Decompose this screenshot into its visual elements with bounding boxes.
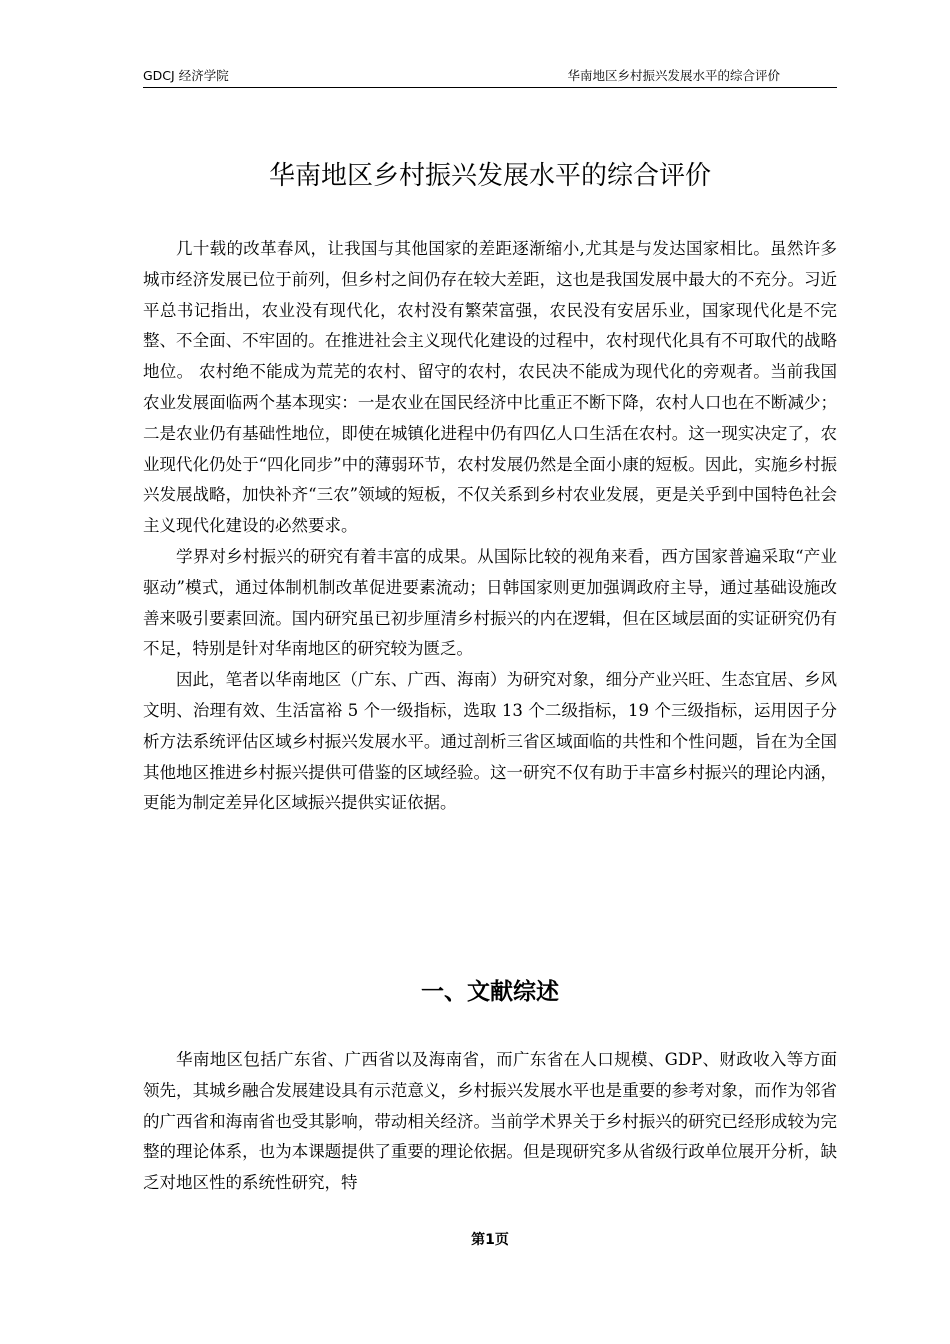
page-number: 第1页	[471, 1232, 509, 1248]
page-header	[143, 68, 837, 88]
intro-section	[143, 234, 837, 819]
body-paragraph: 华南地区包括广东省、广西省以及海南省，而广东省在人口规模、GDP、财政收入等方面领先，其城乡融合发展建设具有示范意义，乡村振兴发展水平也是重要的参考对象，而作为邻省的广西省和海南省也受其影响，带动相关经济。当前学术界关于乡村振兴的研究已经形成较为完整的理论体系，也为本课题提供了重要的理论依据。但是现研究多从省级行政单位展开分析，缺乏对地区性的系统性研究，特	[143, 1050, 837, 1193]
paper-title: 华南地区乡村振兴发展水平的综合评价	[268, 161, 711, 191]
intro-paragraph: 学界对乡村振兴的研究有着丰富的成果。从国际比较的视角来看，西方国家普遍采取“产业驱动”模式，通过体制机制改革促进要素流动；日韩国家则更加强调政府主导，通过基础设施改善来吸引要素回流。国内研究虽已初步厘清乡村振兴的内在逻辑，但在区域层面的实证研究仍有不足，特别是针对华南地区的研究较为匮乏。	[143, 546, 837, 659]
intro-paragraph: 因此，笔者以华南地区（广东、广西、海南）为研究对象，细分产业兴旺、生态宜居、乡风文明、治理有效、生活富裕 5 个一级指标，选取 13 个二级指标，19 个三级指标，运用因子分析方法系统评估区域乡村振兴发展水平。通过剖析三省区域面临的共性和个性问题，旨在为全国其他地区推进乡村振兴提供可借鉴的区域经验。这一研究不仅有助于丰富乡村振兴的理论内涵，更能为制定差异化区域振兴提供实证依据。	[143, 670, 837, 813]
section-heading-literature-review: 一、文献综述	[421, 979, 559, 1005]
literature-review-section	[143, 1045, 837, 1199]
intro-paragraph: 几十载的改革春风，让我国与其他国家的差距逐渐缩小,尤其是与发达国家相比。虽然许多城市经济发展已位于前列，但乡村之间仍存在较大差距，这也是我国发展中最大的不充分。习近平总书记指出，农业没有现代化，农村没有繁荣富强，农民没有安居乐业，国家现代化是不完整、不全面、不牢固的。在推进社会主义现代化建设的过程中，农村现代化具有不可取代的战略地位。 农村绝不能成为荒芜的农村、留守的农村，农民决不能成为现代化的旁观者。当前我国农业发展面临两个基本现实：一是农业在国民经济中比重正不断下降，农村人口也在不断减少；二是农业仍有基础性地位，即使在城镇化进程中仍有四亿人口生活在农村。这一现实决定了，农业现代化仍处于“四化同步”中的薄弱环节，农村发展仍然是全面小康的短板。因此，实施乡村振兴发展战略，加快补齐“三农”领域的短板，不仅关系到乡村农业发展，更是关乎到中国特色社会主义现代化建设的必然要求。	[143, 239, 837, 536]
header-institution: GDCJ 经济学院	[143, 68, 229, 83]
header-running-title: 华南地区乡村振兴发展水平的综合评价	[567, 68, 780, 83]
